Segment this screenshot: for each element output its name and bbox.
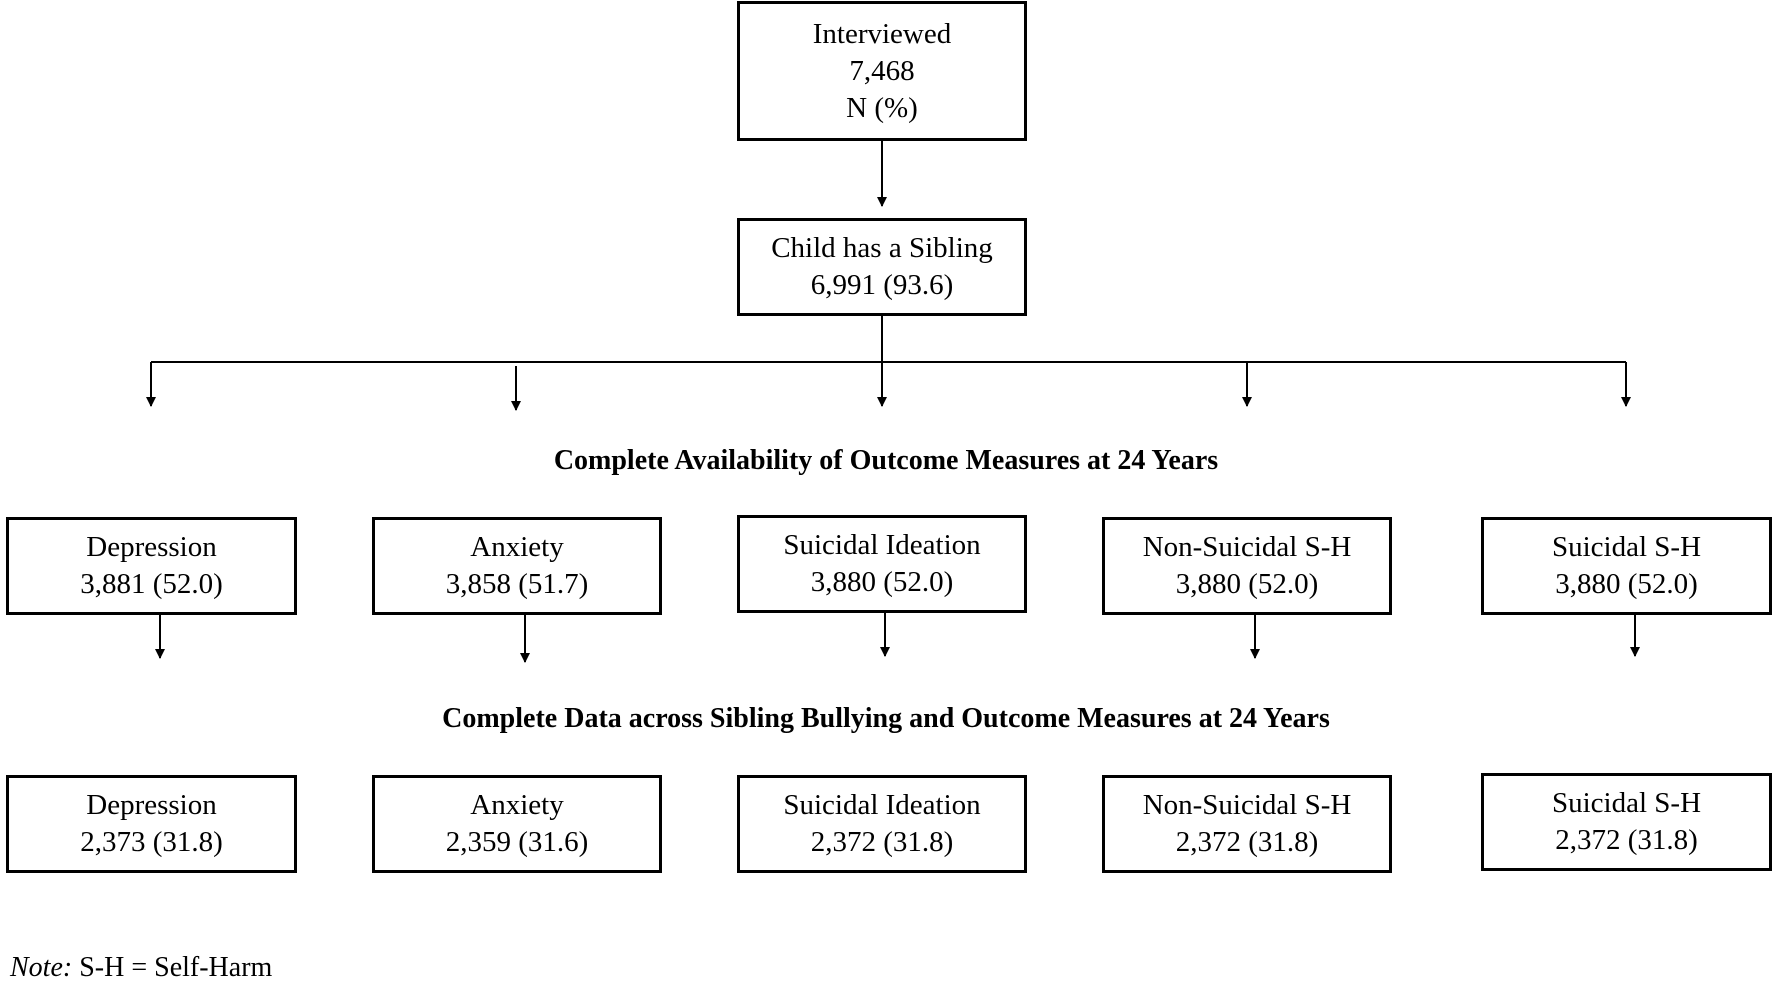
complete-heading: Complete Data across Sibling Bullying and Outcome Measures at 24 Years	[442, 703, 1330, 734]
outcome-label: Suicidal Ideation	[783, 529, 981, 561]
outcome-count: 3,880 (52.0)	[1555, 568, 1698, 600]
outcome-box-anxiety	[372, 517, 662, 615]
interviewed-label: Interviewed	[812, 17, 952, 50]
complete-box-suicidal-sh	[1481, 773, 1772, 871]
complete-box-suicidal-ideation	[737, 775, 1027, 873]
complete-count: 2,373 (31.8)	[80, 826, 223, 858]
outcome-count: 3,880 (52.0)	[810, 566, 954, 598]
outcome-count: 3,858 (51.7)	[445, 568, 589, 600]
outcome-label: Non-Suicidal S-H	[1142, 531, 1352, 563]
complete-box-anxiety	[372, 775, 662, 873]
note-prefix: Note:	[10, 952, 73, 983]
outcome-box-suicidal-sh	[1481, 517, 1772, 615]
outcome-box-suicidal-ideation	[737, 515, 1027, 613]
note-text: S-H = Self-Harm	[72, 952, 273, 983]
outcome-count: 3,881 (52.0)	[80, 568, 223, 600]
complete-count: 2,372 (31.8)	[1175, 826, 1319, 858]
sibling-box	[737, 218, 1027, 316]
interviewed-box	[737, 1, 1027, 141]
sibling-count: 6,991 (93.6)	[810, 269, 954, 301]
complete-count: 2,359 (31.6)	[445, 826, 589, 858]
outcome-label: Depression	[86, 531, 217, 563]
sibling-label: Child has a Sibling	[771, 232, 993, 264]
complete-box-depression	[6, 775, 297, 873]
complete-label: Depression	[86, 789, 217, 821]
unit-label: N (%)	[846, 91, 918, 124]
footnote	[10, 952, 272, 984]
outcome-label: Suicidal S-H	[1551, 531, 1702, 563]
complete-label: Suicidal S-H	[1551, 787, 1702, 819]
complete-label: Suicidal Ideation	[783, 789, 981, 821]
outcome-heading: Complete Availability of Outcome Measures at 24 Years	[553, 445, 1219, 476]
outcome-label: Anxiety	[470, 531, 564, 563]
interviewed-count: 7,468	[849, 54, 915, 87]
complete-count: 2,372 (31.8)	[1555, 824, 1698, 856]
complete-count: 2,372 (31.8)	[810, 826, 954, 858]
complete-box-non-suicidal-sh	[1102, 775, 1392, 873]
outcome-box-depression	[6, 517, 297, 615]
outcome-count: 3,880 (52.0)	[1175, 568, 1319, 600]
complete-label: Anxiety	[470, 789, 564, 821]
outcome-box-non-suicidal-sh	[1102, 517, 1392, 615]
complete-label: Non-Suicidal S-H	[1142, 789, 1352, 821]
